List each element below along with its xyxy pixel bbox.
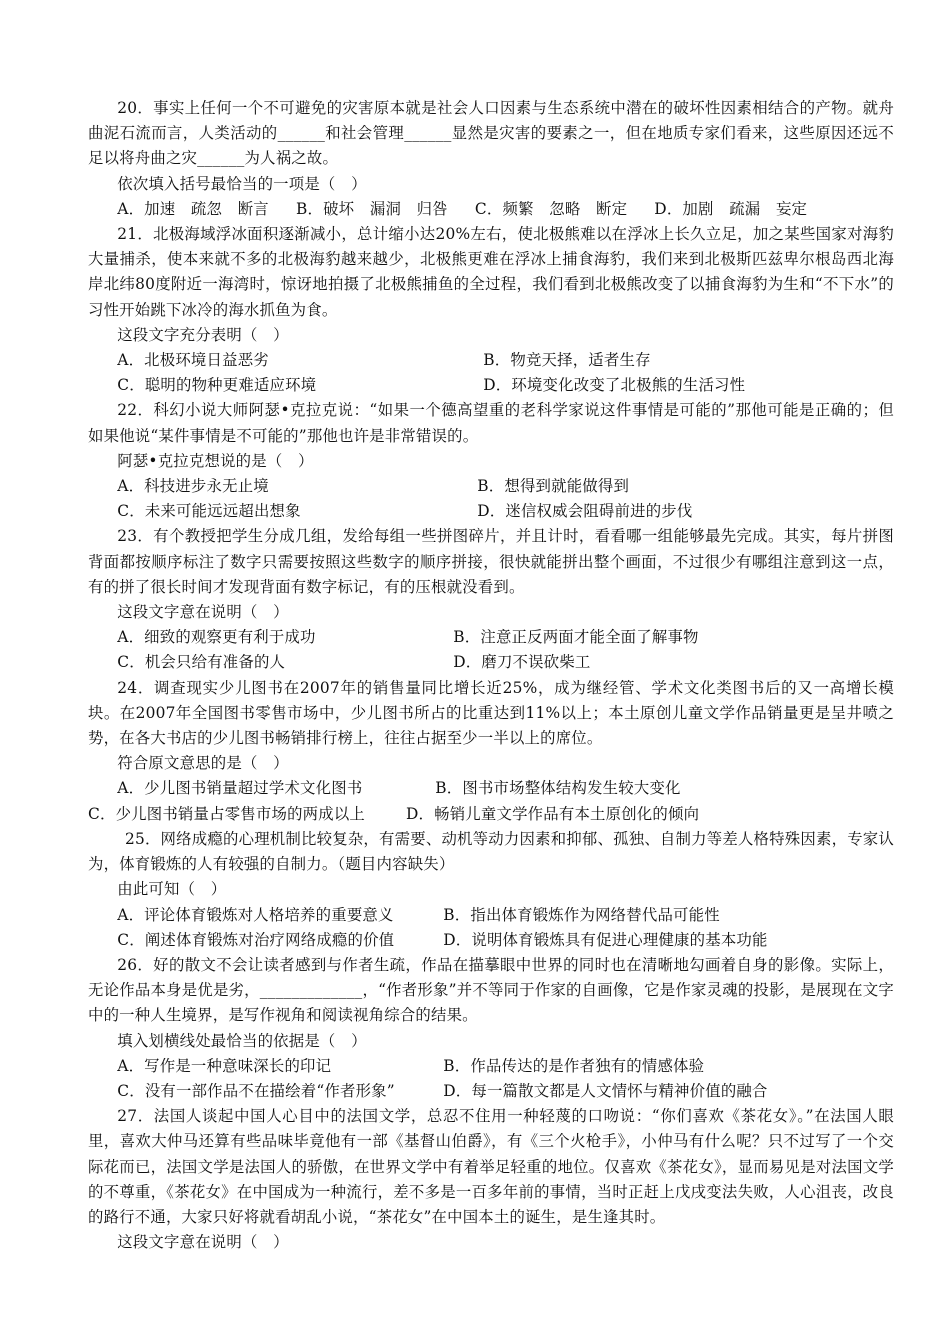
question-20-stem: 20．事实上任何一个不可避免的灾害原本就是社会人口因素与生态系统中潜在的破坏性因素相结合的产物。就舟曲泥石流而言，人类活动的______和社会管理______显然是灾害的要素之一，但在地质专家们看来，这些原因还远不足以将舟曲之灾______为人祸之故。 [88,99,894,168]
question-21-stem: 21．北极海域浮冰面积逐渐减小，总计缩小达20%左右，使北极熊难以在浮冰上长久立足，加之某些国家对海豹大量捕杀，使本来就不多的北极海豹越来越少，北极熊更难在浮冰上捕食海豹，我们来到北极斯匹兹卑尔根岛西北海岸北纬80度附近一海湾时，惊讶地拍摄了北极熊捕鱼的全过程，我们看到北极熊改变了以捕食海豹为生和“不下水”的习性开始跳下冰冷的海水抓鱼为食。 [88,225,894,319]
question-26-stem: 26．好的散文不会让读者感到与作者生疏，作品在描摹眼中世界的同时也在清晰地勾画着自身的影像。实际上，无论作品本身是优是劣，_____________，“作者形象”并不等同于作家的自画像，它是作家灵魂的投影，是展现在文字中的一种人生境界，是写作视角和阅读视角综合的结果。 [88,955,894,1025]
question-24-stem: 24．调查现实少儿图书在2007年的销售量同比增长近25%，成为继经管、学术文化类图书后的又一高增长模块。在2007年全国图书零售市场中，少儿图书所占的比重达到11%以上；本土原创儿童文学作品销量更是呈井喷之势，在各大书店的少儿图书畅销排行榜上，往往占据至少一半以上的席位。 [88,678,894,748]
option-c[interactable]: C．聪明的物种更难适应环境 [117,376,317,395]
question-21-options-row2 [88,373,894,398]
question-26-options-row2 [88,1079,894,1104]
option-b[interactable]: B．物竞天择，适者生存 [483,351,651,370]
question-23-stem: 23．有个教授把学生分成几组，发给每组一些拼图碎片，并且计时，看看哪一组能够最先完成。其实，每片拼图背面都按顺序标注了数字只需要按照这些数字的顺序拼接，很快就能拼出整个画面，不过很少有哪组注意到这一点，有的拼了很长时间才发现背面有数字标记，有的压根就没看到。 [88,527,894,596]
exam-page [88,96,894,1255]
option-c[interactable]: C．阐述体育锻炼对治疗网络成瘾的价值 [117,930,395,949]
question-24-options-row2 [88,802,894,827]
question-22-options-row2 [88,499,894,524]
option-b[interactable]: B．指出体育锻炼作为网络替代品可能性 [443,905,720,924]
option-a[interactable]: A．写作是一种意味深长的印记 [117,1056,332,1075]
question-25-options-row2 [88,928,894,953]
question-20-options [88,197,894,222]
question-25-options-row1 [88,903,894,928]
question-22-options-row1 [88,474,894,499]
question-23-options-row1 [88,625,894,650]
question-23-options-row2 [88,650,894,675]
question-21-options-row1 [88,348,894,373]
question-21-prompt: 这段文字充分表明（ ） [117,325,289,344]
option-a[interactable]: A．细致的观察更有利于成功 [117,628,316,647]
question-26-options-row1 [88,1054,894,1079]
question-24-options-row1 [88,776,894,801]
question-25-stem: 25．网络成瘾的心理机制比较复杂，有需要、动机等动力因素和抑郁、孤独、自制力等差人格特殊因素，专家认为，体育锻炼的人有较强的自制力。（题目内容缺失） [88,829,894,874]
question-27-stem: 27．法国人谈起中国人心目中的法国文学，总忍不住用一种轻蔑的口吻说：“你们喜欢《茶花女》。”在法国人眼里，喜欢大仲马还算有些品味毕竟他有一部《基督山伯爵》，有《三个火枪手》，小仲马有什么呢？只不过写了一个交际花而已，法国文学是法国人的骄傲，在世界文学中有着举足轻重的地位。仅喜欢《茶花女》，显而易见是对法国文学的不尊重，《茶花女》在中国成为一种流行，差不多是一百多年前的事情，当时正赶上戊戌变法失败，人心沮丧，改良的路行不通，大家只好将就看胡乱小说，“茶花女”在中国本土的诞生，是生逢其时。 [88,1107,894,1226]
option-d[interactable]: D．加剧 疏漏 妄定 [654,199,808,218]
option-a[interactable]: A．评论体育锻炼对人格培养的重要意义 [117,905,394,924]
option-d[interactable]: D．环境变化改变了北极熊的生活习性 [483,376,746,395]
option-a[interactable]: A．少儿图书销量超过学术文化图书 [117,779,363,798]
question-24-prompt: 符合原文意思的是（ ） [117,754,289,773]
option-d[interactable]: D．畅销儿童文学作品有本土原创化的倾向 [406,804,700,823]
question-22-prompt: 阿瑟•克拉克想说的是（ ） [117,451,314,470]
option-d[interactable]: D．磨刀不误砍柴工 [453,653,591,672]
option-a[interactable]: A．加速 疏忽 断言 [117,199,269,218]
option-b[interactable]: B．想得到就能做得到 [477,477,630,496]
option-b[interactable]: B．图书市场整体结构发生较大变化 [435,779,681,798]
question-20-prompt: 依次填入括号最恰当的一项是（ ） [117,174,367,193]
option-b[interactable]: B．注意正反两面才能全面了解事物 [453,628,699,647]
option-c[interactable]: C．频繁 忽略 断定 [474,199,628,218]
question-27-prompt: 这段文字意在说明（ ） [117,1233,289,1252]
option-c[interactable]: C．少儿图书销量占零售市场的两成以上 [88,804,366,823]
option-a[interactable]: A．北极环境日益恶劣 [117,351,269,370]
option-d[interactable]: D．说明体育锻炼具有促进心理健康的基本功能 [443,930,768,949]
option-b[interactable]: B．作品传达的是作者独有的情感体验 [443,1056,705,1075]
question-22-stem: 22．科幻小说大师阿瑟•克拉克说：“如果一个德高望重的老科学家说这件事情是可能的”那他可能是正确的；但如果他说“某件事情是不可能的”那他也许是非常错误的。 [88,401,894,445]
question-26-prompt: 填入划横线处最恰当的依据是（ ） [117,1031,367,1050]
option-d[interactable]: D．每一篇散文都是人文情怀与精神价值的融合 [443,1081,768,1100]
question-25-prompt: 由此可知（ ） [117,880,227,899]
question-23-prompt: 这段文字意在说明（ ） [117,603,289,622]
option-b[interactable]: B．破坏 漏洞 归咎 [295,199,448,218]
option-c[interactable]: C．没有一部作品不在描绘着“作者形象” [117,1081,395,1100]
option-d[interactable]: D．迷信权威会阻碍前进的步伐 [477,502,693,521]
option-c[interactable]: C．未来可能远远超出想象 [117,502,301,521]
option-c[interactable]: C．机会只给有准备的人 [117,653,286,672]
option-a[interactable]: A．科技进步永无止境 [117,477,269,496]
